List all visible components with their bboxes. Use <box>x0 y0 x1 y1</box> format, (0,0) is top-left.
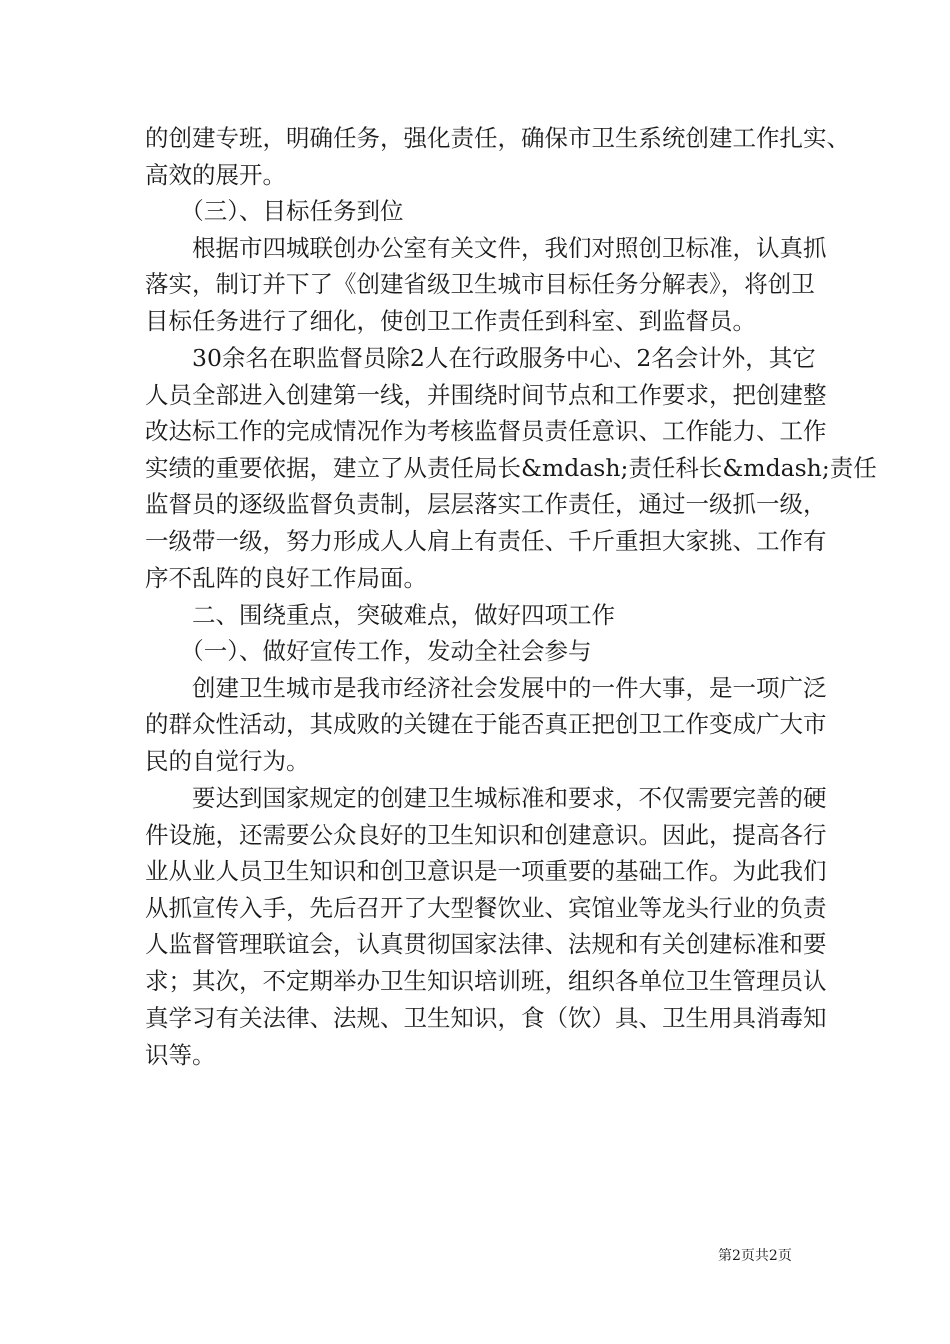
body-text-line: 求；其次，不定期举办卫生知识培训班，组织各单位卫生管理员认 <box>145 967 827 995</box>
body-text-line: 件设施，还需要公众良好的卫生知识和创建意识。因此，提高各行 <box>145 821 827 849</box>
body-text-line: 的创建专班，明确任务，强化责任，确保市卫生系统创建工作扎实、 <box>145 124 850 152</box>
body-text-line: 民的自觉行为。 <box>145 747 310 775</box>
section-heading: （一）、做好宣传工作，发动全社会参与 <box>145 637 592 665</box>
body-text-line: 人监督管理联谊会，认真贯彻国家法律、法规和有关创建标准和要 <box>145 930 827 958</box>
body-text-line: 识等。 <box>145 1041 216 1069</box>
body-text-line: 监督员的逐级监督负责制，层层落实工作责任，通过一级抓一级， <box>145 490 827 518</box>
body-text-line: 高效的展开。 <box>145 161 286 189</box>
body-text-line: 30余名在职监督员除2人在行政服务中心、2名会计外，其它 <box>145 344 816 372</box>
body-text-line: 序不乱阵的良好工作局面。 <box>145 564 427 592</box>
body-text-line: 创建卫生城市是我市经济社会发展中的一件大事，是一项广泛 <box>145 674 827 702</box>
body-text-line: 从抓宣传入手，先后召开了大型餐饮业、宾馆业等龙头行业的负责 <box>145 894 827 922</box>
body-text-line: 业从业人员卫生知识和创卫意识是一项重要的基础工作。为此我们 <box>145 857 827 885</box>
body-text-line: 的群众性活动，其成败的关键在于能否真正把创卫工作变成广大市 <box>145 710 827 738</box>
body-text-line: 要达到国家规定的创建卫生城标准和要求，不仅需要完善的硬 <box>145 784 827 812</box>
page-number-footer: 第2页共2页 <box>718 1248 792 1264</box>
section-heading: 二、围绕重点，突破难点，做好四项工作 <box>145 601 615 629</box>
body-text-line: 人员全部进入创建第一线，并围绕时间节点和工作要求，把创建整 <box>145 381 827 409</box>
body-text-line: 一级带一级，努力形成人人肩上有责任、千斤重担大家挑、工作有 <box>145 527 827 555</box>
body-text-line: 落实，制订并下了《创建省级卫生城市目标任务分解表》，将创卫 <box>145 270 815 298</box>
body-text-line: 根据市四城联创办公室有关文件，我们对照创卫标准，认真抓 <box>145 234 827 262</box>
body-text-line: 改达标工作的完成情况作为考核监督员责任意识、工作能力、工作 <box>145 417 827 445</box>
body-text-line: 真学习有关法律、法规、卫生知识，食（饮）具、卫生用具消毒知 <box>145 1004 827 1032</box>
body-text-line: 实绩的重要依据，建立了从责任局长&mdash;责任科长&mdash;责任 <box>145 454 877 482</box>
body-text-line: 目标任务进行了细化，使创卫工作责任到科室、到监督员。 <box>145 307 756 335</box>
section-heading: （三）、目标任务到位 <box>145 197 404 225</box>
